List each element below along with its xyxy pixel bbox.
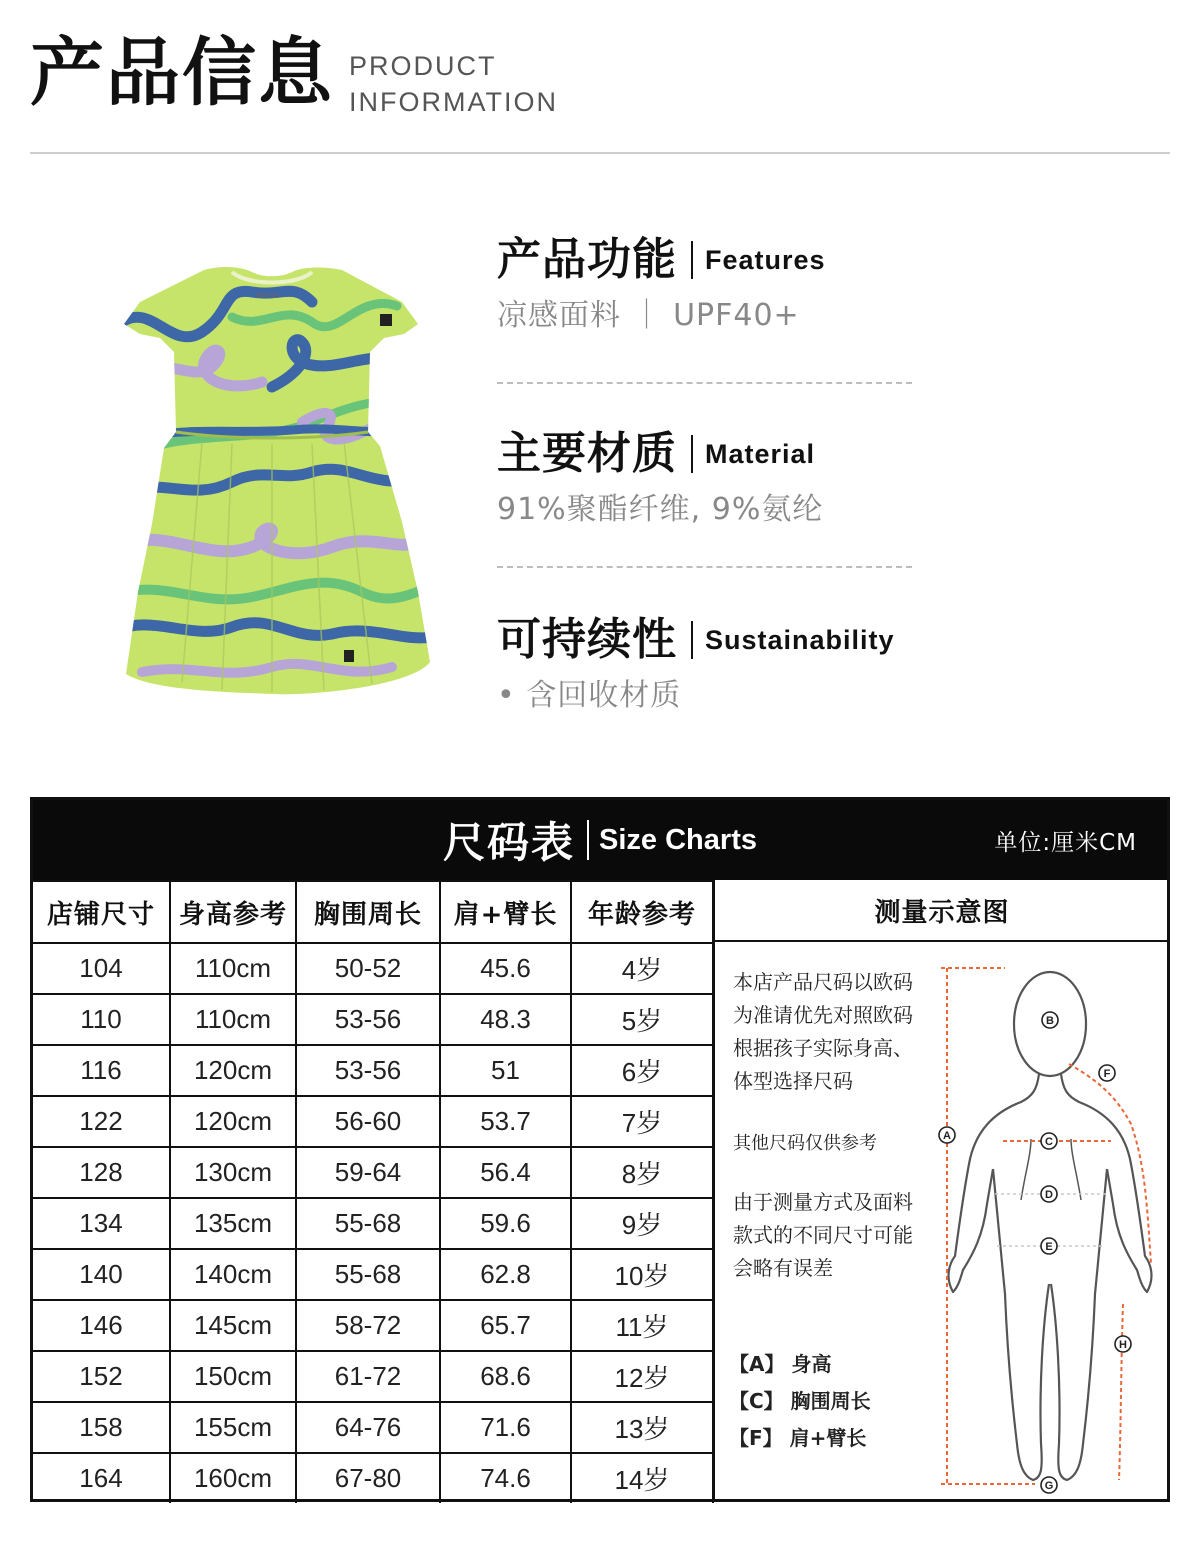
cell-chest: 61-72 — [296, 1351, 440, 1402]
size-chart-title-en: Size Charts — [599, 823, 757, 856]
measurement-diagram — [713, 942, 1169, 1499]
size-chart-title-cn: 尺码表 — [443, 818, 576, 867]
cell-height: 135cm — [170, 1198, 296, 1249]
cell-age: 9岁 — [571, 1198, 713, 1249]
cell-height: 110cm — [170, 994, 296, 1045]
legend-item-c: 【C】 胸围周长 — [729, 1389, 871, 1413]
cell-shoulder-arm: 68.6 — [440, 1351, 571, 1402]
table-row — [33, 1198, 713, 1249]
note-line: 款式的不同尺寸可能 — [733, 1223, 913, 1247]
col-header-chest: 胸围周长 — [296, 881, 440, 943]
material-title-cn: 主要材质 — [497, 428, 677, 479]
cell-shoulder-arm: 62.8 — [440, 1249, 571, 1300]
feature-block-material — [497, 426, 937, 530]
cell-store-size: 158 — [33, 1402, 170, 1453]
note-line: 本店产品尺码以欧码 — [733, 970, 913, 994]
cell-store-size: 116 — [33, 1045, 170, 1096]
col-header-shoulder-arm: 肩+臂长 — [440, 881, 571, 943]
cell-chest: 55-68 — [296, 1198, 440, 1249]
cell-store-size: 110 — [33, 994, 170, 1045]
feature-block-features — [497, 232, 937, 336]
header-divider — [30, 152, 1170, 154]
dress-label: reima — [256, 290, 279, 300]
size-note-1 — [733, 966, 913, 1098]
dress-image — [112, 262, 432, 702]
legend-item-f: 【F】 肩+臂长 — [729, 1426, 867, 1450]
cell-store-size: 164 — [33, 1453, 170, 1503]
cell-store-size: 122 — [33, 1096, 170, 1147]
cell-store-size: 140 — [33, 1249, 170, 1300]
size-chart-title-separator — [587, 820, 589, 860]
sustainability-value: • 含回收材质 — [497, 678, 682, 713]
table-row — [33, 1045, 713, 1096]
table-row — [33, 1300, 713, 1351]
page-title-en — [349, 48, 558, 120]
page-title-en-line1: PRODUCT — [349, 51, 497, 81]
note-line: 体型选择尺码 — [733, 1069, 853, 1093]
size-note-3 — [733, 1186, 913, 1285]
cell-age: 6岁 — [571, 1045, 713, 1096]
cell-shoulder-arm: 51 — [440, 1045, 571, 1096]
col-header-age: 年龄参考 — [571, 881, 713, 943]
cell-height: 140cm — [170, 1249, 296, 1300]
table-row — [33, 1402, 713, 1453]
cell-age: 10岁 — [571, 1249, 713, 1300]
cell-chest: 58-72 — [296, 1300, 440, 1351]
cell-shoulder-arm: 53.7 — [440, 1096, 571, 1147]
cell-shoulder-arm: 65.7 — [440, 1300, 571, 1351]
feature-block-sustainability — [497, 612, 937, 716]
note-line: 会略有误差 — [733, 1256, 833, 1280]
cell-height: 130cm — [170, 1147, 296, 1198]
feature-title-en: Features — [705, 244, 826, 275]
cell-height: 120cm — [170, 1096, 296, 1147]
marker-f: F — [1103, 1068, 1111, 1080]
material-value: 91%聚酯纤维, 9%氨纶 — [497, 492, 824, 527]
cell-chest: 55-68 — [296, 1249, 440, 1300]
size-note-2: 其他尺码仅供参考 — [733, 1133, 877, 1154]
shoulder-arm-measure-line — [1069, 1064, 1151, 1264]
cell-age: 11岁 — [571, 1300, 713, 1351]
marker-a: A — [943, 1130, 951, 1142]
cell-height: 120cm — [170, 1045, 296, 1096]
cell-shoulder-arm: 74.6 — [440, 1453, 571, 1503]
inseam-measure-line — [1119, 1304, 1123, 1480]
sustainability-title-en: Sustainability — [705, 624, 895, 655]
table-row — [33, 1147, 713, 1198]
cell-height: 145cm — [170, 1300, 296, 1351]
marker-e: E — [1045, 1241, 1053, 1253]
cell-height: 155cm — [170, 1402, 296, 1453]
cell-chest: 50-52 — [296, 943, 440, 994]
cell-age: 4岁 — [571, 943, 713, 994]
table-row — [33, 1351, 713, 1402]
cell-chest: 67-80 — [296, 1453, 440, 1503]
sustainability-title-cn: 可持续性 — [497, 614, 677, 665]
cell-height: 110cm — [170, 943, 296, 994]
size-chart-header-bar — [33, 800, 1167, 880]
page-title: 产品信息 — [30, 30, 334, 116]
page-title-en-line2: INFORMATION — [349, 87, 558, 117]
cell-age: 7岁 — [571, 1096, 713, 1147]
size-chart — [30, 797, 1170, 1502]
dashed-divider — [497, 382, 912, 384]
note-line: 为准请优先对照欧码 — [733, 1003, 913, 1027]
table-row — [33, 1096, 713, 1147]
cell-store-size: 104 — [33, 943, 170, 994]
marker-h: H — [1119, 1339, 1127, 1351]
cell-shoulder-arm: 48.3 — [440, 994, 571, 1045]
marker-d: D — [1045, 1189, 1053, 1201]
body-figure — [935, 964, 1167, 1494]
measurement-legend — [729, 1346, 871, 1457]
col-header-store-size: 店铺尺寸 — [33, 881, 170, 943]
cell-shoulder-arm: 56.4 — [440, 1147, 571, 1198]
feature-value: 凉感面料 ｜ UPF40+ — [497, 298, 800, 333]
col-header-height: 身高参考 — [170, 881, 296, 943]
dashed-divider — [497, 566, 912, 568]
size-table-header-row — [33, 881, 713, 943]
feature-separator — [691, 621, 693, 659]
cell-store-size: 134 — [33, 1198, 170, 1249]
cell-age: 12岁 — [571, 1351, 713, 1402]
table-row — [33, 1249, 713, 1300]
size-table-body — [33, 943, 713, 1503]
table-row — [33, 943, 713, 994]
size-table — [33, 880, 714, 1503]
cell-shoulder-arm: 45.6 — [440, 943, 571, 994]
legend-item-a: 【A】 身高 — [729, 1352, 832, 1376]
cell-shoulder-arm: 59.6 — [440, 1198, 571, 1249]
cell-height: 150cm — [170, 1351, 296, 1402]
note-line: 根据孩子实际身高、 — [733, 1036, 913, 1060]
cell-shoulder-arm: 71.6 — [440, 1402, 571, 1453]
material-title-en: Material — [705, 438, 816, 469]
cell-chest: 64-76 — [296, 1402, 440, 1453]
cell-chest: 53-56 — [296, 1045, 440, 1096]
cell-store-size: 146 — [33, 1300, 170, 1351]
feature-separator — [691, 435, 693, 473]
size-chart-unit: 单位:厘米CM — [994, 830, 1137, 856]
marker-c: C — [1045, 1136, 1053, 1148]
cell-height: 160cm — [170, 1453, 296, 1503]
note-line: 由于测量方式及面料 — [733, 1190, 913, 1214]
cell-age: 8岁 — [571, 1147, 713, 1198]
col-header-diagram: 测量示意图 — [713, 880, 1169, 942]
feature-title-cn: 产品功能 — [497, 234, 677, 285]
cell-age: 14岁 — [571, 1453, 713, 1503]
feature-separator — [691, 241, 693, 279]
marker-g: G — [1044, 1480, 1054, 1492]
cell-chest: 59-64 — [296, 1147, 440, 1198]
cell-age: 13岁 — [571, 1402, 713, 1453]
table-row — [33, 994, 713, 1045]
cell-store-size: 152 — [33, 1351, 170, 1402]
marker-b: B — [1046, 1015, 1054, 1027]
cell-store-size: 128 — [33, 1147, 170, 1198]
cell-chest: 53-56 — [296, 994, 440, 1045]
cell-age: 5岁 — [571, 994, 713, 1045]
table-row — [33, 1453, 713, 1503]
cell-chest: 56-60 — [296, 1096, 440, 1147]
